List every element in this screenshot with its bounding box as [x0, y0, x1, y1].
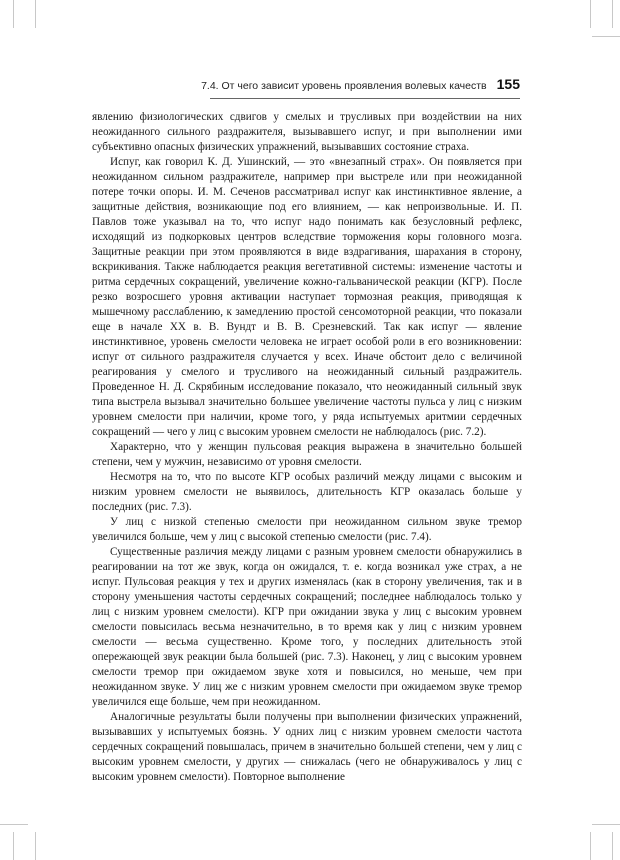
- crop-mark-top-left-v2: [13, 0, 14, 28]
- running-header-title: 7.4. От чего зависит уровень проявления волевых качеств: [201, 80, 487, 92]
- body-text: [92, 110, 522, 785]
- paragraph: У лиц с низкой степенью смелости при неожиданном сильном звуке тремор увеличился больше, чем у лиц с высокой степенью смелости (рис. 7.4).: [92, 516, 522, 543]
- crop-mark-top-right-h: [592, 36, 620, 37]
- page-number: 155: [496, 76, 520, 92]
- crop-mark-bottom-right-v2: [612, 832, 613, 860]
- running-header: [201, 76, 520, 99]
- paragraph: Существенные различия между лицами с разным уровнем смелости обнаружились в реагировании на тот же звук, когда он ожидался, т. е. когда возникал уже страх, а не испуг. Пульсовая реакция у тех и других изменялась (как в сторону увеличения, так и в сторону уменьшения частоты сердечных сокращений; последнее наблюдалось только у лиц с низким уровнем смелости). КГР при ожидании звука у лиц с высоким уровнем смелости повысилась весьма незначительно, в то время как у лиц с низким уровнем смелости — весьма существенно. Кроме того, у последних длительность этой опережающей звук реакции была большей (рис. 7.3). Наконец, у лиц с высоким уровнем смелости тремор при ожидаемом звуке хотя и повысился, но меньше, чем при неожиданном звуке. У лиц же с низким уровнем смелости при ожидаемом звуке тремор увеличился еще больше, чем при неожиданном.: [92, 546, 522, 708]
- paragraph: явлению физиологических сдвигов у смелых и трусливых при воздействии на них неожиданного сильного раздражителя, вызывавшего испуг, и при выполнении ими субъективно опасных физических упражнений, вызывавших состояние страха.: [92, 111, 522, 153]
- paragraph: Несмотря на то, что по высоте КГР особых различий между лицами с высоким и низким уровнем смелости не выявилось, длительность КГР оказалась больше у последних (рис. 7.3).: [92, 471, 522, 513]
- paragraph: Аналогичные результаты были получены при выполнении физических упражнений, вызывавших у испытуемых боязнь. У одних лиц с низким уровнем смелости частота сердечных сокращений повышалась, причем в значительно большей степени, чем у лиц с высоким уровнем смелости, у других — снижалась (чего не обнаруживалось у лиц с высоким уровнем смелости). Повторное выполнение: [92, 711, 522, 783]
- paragraph: Испуг, как говорил К. Д. Ушинский, — это «внезапный страх». Он появляется при неожиданном сильном раздражителе, например при выстреле или при неожиданной потере точки опоры. И. М. Сеченов рассматривал испуг как инстинктивное явление, а защитные действия, возникающие под его влиянием, — как непроизвольные. И. П. Павлов тоже указывал на то, что испуг надо понимать как безусловный рефлекс, исходящий из подкорковых центров вследствие торможения коры головного мозга. Защитные реакции при этом проявляются в виде вздрагивания, шарахания в сторону, вскрикивания. Также наблюдается реакция вегетативной системы: изменение частоты и ритма сердечных сокращений, увеличение кожно-гальванической реакции (КГР). После резко возросшего уровня активации наступает тормозная реакция, приводящая к мышечному расслаблению, к замедлению простой сенсомоторной реакции, что показали еще в начале XX в. В. Вундт и В. В. Срезневский. Так как испуг — явление инстинктивное, уровень смелости человека не играет особой роли в его возникновении: испуг от сильного раздражителя случается у всех. Иначе обстоит дело с величиной реагирования у смелого и трусливого на неожиданный сильный раздражитель. Проведенное Н. Д. Скрябиным исследование показало, что неожиданный сильный звук типа выстрела вызывал значительно большее увеличение частоты пульса у лиц с низким уровнем смелости при наличии, кроме того, у ряда испытуемых аритмии сердечных сокращений — чего у лиц с высоким уровнем смелости не наблюдалось (рис. 7.2).: [92, 156, 522, 438]
- crop-mark-bottom-left-v2: [13, 832, 14, 860]
- crop-mark-bottom-left-v: [35, 832, 36, 860]
- crop-mark-top-right-v: [590, 0, 591, 28]
- crop-mark-top-left-v: [35, 0, 36, 28]
- paragraph: Характерно, что у женщин пульсовая реакция выражена в значительно большей степени, чем у мужчин, независимо от уровня смелости.: [92, 441, 522, 468]
- crop-mark-top-right-v2: [612, 0, 613, 28]
- crop-mark-bottom-left-h: [0, 824, 28, 825]
- crop-mark-bottom-right-h: [592, 824, 620, 825]
- crop-mark-bottom-right-v: [590, 832, 591, 860]
